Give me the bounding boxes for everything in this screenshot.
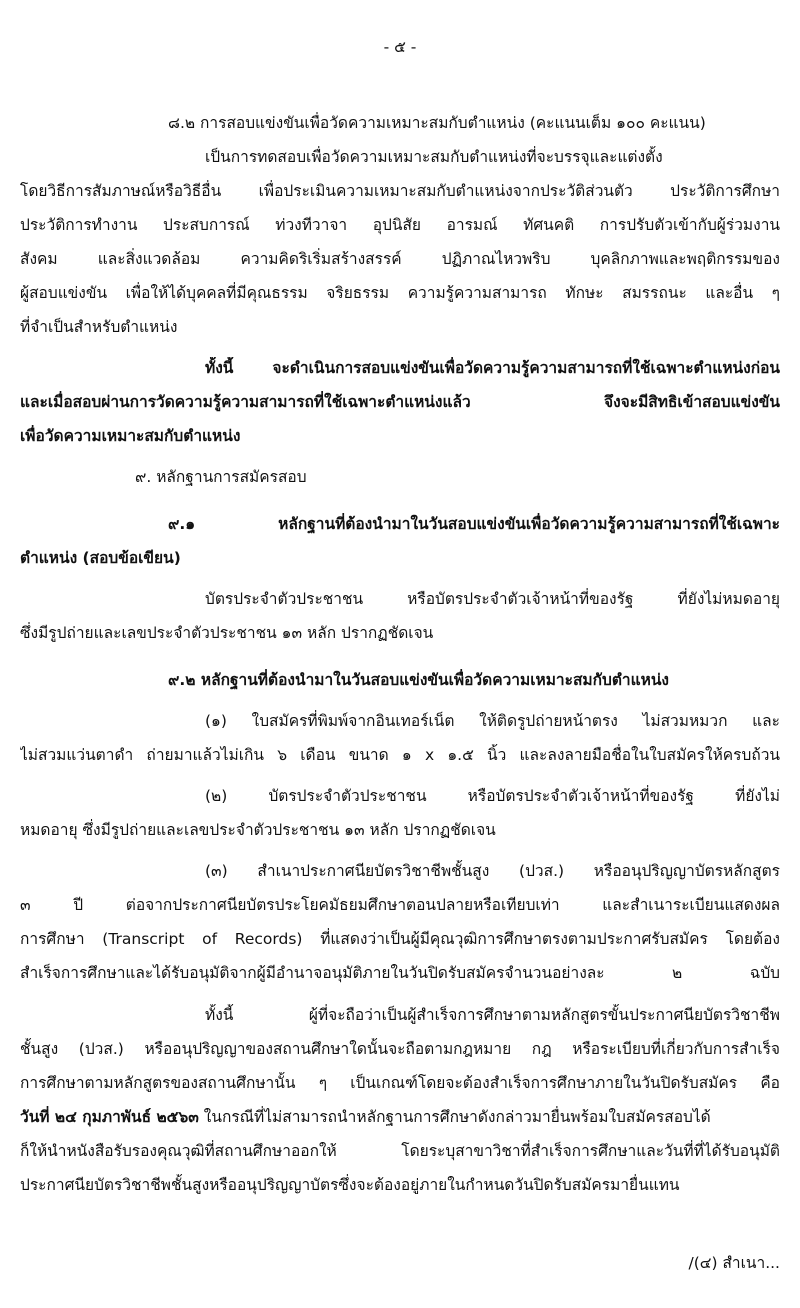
item-3-line: สำเร็จการศึกษาและได้รับอนุมัติจากผู้มีอำนาจอนุมัติภายในวันปิดรับสมัครจำนวนอย่างละ ๒ ฉบับ [20,964,780,982]
section-9-heading: ๙. หลักฐานการสมัครสอบ [135,468,307,486]
section-8-2-line: สังคม และสิ่งแวดล้อม ความคิดริเริ่มสร้างสรรค์ ปฏิภาณไหวพริบ บุคลิกภาพและพฤติกรรมของ [20,250,780,268]
section-9-2-heading: ๙.๒ หลักฐานที่ต้องนำมาในวันสอบแข่งขันเพื่อวัดความเหมาะสมกับตำแหน่ง [168,671,669,689]
item-2-line: หมดอายุ ซึ่งมีรูปถ่ายและเลขประจำตัวประชาชน ๑๓ หลัก ปรากฏชัดเจน [20,821,496,839]
item-3-line: การศึกษา (Transcript of Records) ที่แสดงว่าเป็นผู้มีคุณวุฒิการศึกษาตรงตามประกาศรับสมัคร โดยต้อง [20,930,780,948]
item-1-line: ไม่สวมแว่นตาดำ ถ่ายมาแล้วไม่เกิน ๖ เดือน ขนาด ๑ x ๑.๕ นิ้ว และลงลายมือชื่อในใบสมัครให้ครบถ้วน [20,746,780,764]
note-2-line: ประกาศนียบัตรวิชาชีพชั้นสูงหรืออนุปริญญาบัตรซึ่งจะต้องอยู่ภายในกำหนดวันปิดรับสมัครมายื่นแทน [20,1176,680,1194]
note-2-line: ชั้นสูง (ปวส.) หรืออนุปริญญาของสถานศึกษาใดนั้นจะถือตามกฎหมาย กฎ หรือระเบียบที่เกี่ยวกับการสำเร็จ [20,1040,780,1058]
note-2-line-rest: ในกรณีที่ไม่สามารถนำหลักฐานการศึกษาดังกล่าวมายื่นพร้อมใบสมัครสอบได้ [203,1108,711,1126]
section-9-1-line: ซึ่งมีรูปถ่ายและเลขประจำตัวประชาชน ๑๓ หลัก ปรากฏชัดเจน [20,624,434,642]
section-8-2-line: โดยวิธีการสัมภาษณ์หรือวิธีอื่น เพื่อประเมินความเหมาะสมกับตำแหน่งจากประวัติส่วนตัว ประวัติการศึกษา [20,182,780,200]
section-9-1-line: บัตรประจำตัวประชาชน หรือบัตรประจำตัวเจ้าหน้าที่ของรัฐ ที่ยังไม่หมดอายุ [205,590,780,608]
section-8-2-heading: ๘.๒ การสอบแข่งขันเพื่อวัดความเหมาะสมกับตำแหน่ง (คะแนนเต็ม ๑๐๐ คะแนน) [168,114,706,132]
page-number: - ๕ - [383,38,417,56]
deadline-date: วันที่ ๒๔ กุมภาพันธ์ ๒๕๖๓ [20,1108,199,1126]
note-2-line: ก็ให้นำหนังสือรับรองคุณวุฒิที่สถานศึกษาออกให้ โดยระบุสาขาวิชาที่สำเร็จการศึกษาและวันที่ที่ได้รับอนุมัติ [20,1142,780,1160]
section-9-1-heading: ตำแหน่ง (สอบข้อเขียน) [20,549,181,567]
section-9-1-heading: ๙.๑ หลักฐานที่ต้องนำมาในวันสอบแข่งขันเพื่อวัดความรู้ความสามารถที่ใช้เฉพาะ [168,515,780,533]
continuation-marker: /(๔) สำเนา... [688,1254,780,1272]
item-3-line: (๓) สำเนาประกาศนียบัตรวิชาชีพชั้นสูง (ปวส.) หรืออนุปริญญาบัตรหลักสูตร [205,862,780,880]
section-8-2-line: ที่จำเป็นสำหรับตำแหน่ง [20,318,178,336]
note-1-line: ทั้งนี้ จะดำเนินการสอบแข่งขันเพื่อวัดความรู้ความสามารถที่ใช้เฉพาะตำแหน่งก่อน [205,359,780,377]
note-2-line: การศึกษาตามหลักสูตรของสถานศึกษานั้น ๆ เป็นเกณฑ์โดยจะต้องสำเร็จการศึกษาภายในวันปิดรับสมัคร คือ [20,1074,780,1092]
item-3-line: ๓ ปี ต่อจากประกาศนียบัตรประโยคมัธยมศึกษาตอนปลายหรือเทียบเท่า และสำเนาระเบียนแสดงผล [20,896,780,914]
note-2-line-with-date [20,1106,780,1128]
note-1-line: เพื่อวัดความเหมาะสมกับตำแหน่ง [20,427,241,445]
section-8-2-line: ผู้สอบแข่งขัน เพื่อให้ได้บุคคลที่มีคุณธรรม จริยธรรม ความรู้ความสามารถ ทักษะ สมรรถนะ และอื่น ๆ [20,284,780,302]
item-2-line: (๒) บัตรประจำตัวประชาชน หรือบัตรประจำตัวเจ้าหน้าที่ของรัฐ ที่ยังไม่ [205,787,780,805]
section-8-2-line: ประวัติการทำงาน ประสบการณ์ ท่วงทีวาจา อุปนิสัย อารมณ์ ทัศนคติ การปรับตัวเข้ากับผู้ร่วมงาน [20,216,780,234]
note-2-line: ทั้งนี้ ผู้ที่จะถือว่าเป็นผู้สำเร็จการศึกษาตามหลักสูตรขั้นประกาศนียบัตรวิชาชีพ [205,1006,780,1024]
section-8-2-line: เป็นการทดสอบเพื่อวัดความเหมาะสมกับตำแหน่งที่จะบรรจุและแต่งตั้ง [205,148,663,166]
item-1-line: (๑) ใบสมัครที่พิมพ์จากอินเทอร์เน็ต ให้ติดรูปถ่ายหน้าตรง ไม่สวมหมวก และ [205,712,780,730]
note-1-line: และเมื่อสอบผ่านการวัดความรู้ความสามารถที่ใช้เฉพาะตำแหน่งแล้ว จึงจะมีสิทธิเข้าสอบแข่งขัน [20,393,780,411]
